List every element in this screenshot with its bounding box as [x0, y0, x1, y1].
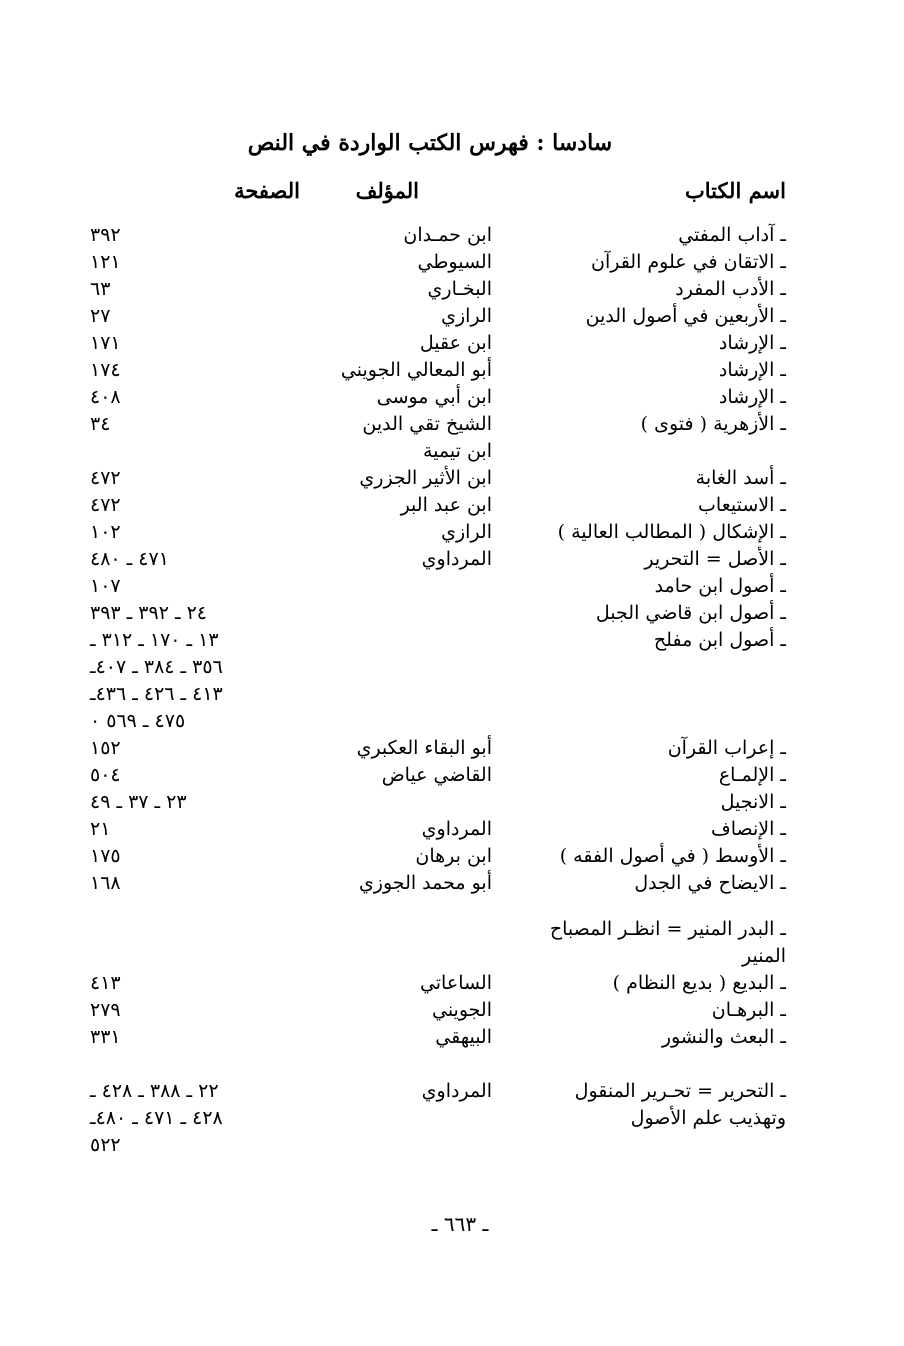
row-book: ـ الأدب المفرد	[675, 278, 786, 300]
row-book: ـ الأربعين في أصول الدين	[585, 305, 786, 327]
row-author: أبو محمد الجوزي	[358, 872, 492, 894]
row-book: ـ الاتقان في علوم القرآن	[590, 251, 786, 273]
row-book: ـ الاستيعاب	[698, 494, 786, 516]
row-book: ـ الأزهرية ( فتوى )	[640, 413, 786, 435]
row-book: ـ آداب المفتي	[678, 224, 786, 246]
row-book: ـ إعراب القرآن	[667, 737, 786, 759]
row-book: المنير	[741, 945, 786, 967]
row-author	[312, 1105, 492, 1132]
row-book: ـ التحرير = تحـرير المنقول	[574, 1080, 786, 1102]
row-page-ref: ١٢١	[90, 251, 121, 273]
row-book: ـ الإرشاد	[718, 359, 786, 381]
row-book	[486, 438, 786, 465]
row-book: ـ أسد الغابة	[695, 467, 786, 489]
row-book: ـ البرهـان	[711, 999, 786, 1021]
row-book: وتهذيب علم الأصول	[630, 1107, 786, 1129]
row-page-ref: ١٦٨	[90, 872, 121, 894]
row-author	[312, 600, 492, 627]
row-page-ref: ٢٢ ـ ٣٨٨ ـ ٤٢٨ ـ	[90, 1080, 219, 1102]
row-page-ref: ٤٧٢	[90, 494, 121, 516]
row-author	[312, 916, 492, 943]
row-book: ـ الانجيل	[720, 791, 786, 813]
row-page-ref: ٢٧	[90, 305, 111, 327]
row-page-ref: ٤١٣ ـ ٤٢٦ ـ ٤٣٦ـ	[90, 683, 223, 705]
row-page-ref: ٤٧٢	[90, 467, 121, 489]
page-title: سادسا : فهرس الكتب الواردة في النص	[247, 130, 613, 156]
row-book: ـ الأصل = التحرير	[644, 548, 786, 570]
row-book: ـ الإنصاف	[711, 818, 786, 840]
header-author: المؤلف	[355, 178, 419, 203]
row-book: ـ أصول ابن حامد	[654, 575, 786, 597]
row-page-ref	[90, 438, 302, 465]
row-author: الجويني	[431, 999, 492, 1021]
row-author	[312, 789, 492, 816]
row-book: ـ البعث والنشور	[661, 1026, 786, 1048]
row-book	[486, 1132, 786, 1159]
row-book: ـ الإلمـاع	[718, 764, 786, 786]
row-author: ابن الأثير الجزري	[359, 467, 492, 489]
row-author: أبو البقاء العكبري	[356, 737, 492, 759]
row-author: الشيخ تقي الدين	[362, 413, 492, 435]
row-author	[312, 573, 492, 600]
row-page-ref: ١٥٢	[90, 737, 121, 759]
row-book: ـ أصول ابن قاضي الجبل	[595, 602, 786, 624]
row-author: ابن أبي موسى	[376, 386, 492, 408]
row-page-ref	[90, 943, 302, 970]
row-page-ref: ٣٣١	[90, 1026, 121, 1048]
row-page-ref: ٤٠٨	[90, 386, 121, 408]
row-book: ـ الإشكال ( المطالب العالية )	[557, 521, 786, 543]
row-author: ابن عقيل	[419, 332, 492, 354]
row-page-ref: ٤١٣	[90, 972, 121, 994]
row-page-ref: ٥٢٢	[90, 1134, 121, 1156]
row-page-ref: ٤٧٥ ـ ٥٦٩ ٠	[90, 710, 186, 732]
row-author	[312, 681, 492, 708]
row-author: المرداوي	[421, 818, 492, 840]
row-author: الرازي	[441, 521, 492, 543]
row-page-ref: ٢٧٩	[90, 999, 121, 1021]
row-author: ابن حمـدان	[403, 224, 492, 246]
row-author	[312, 708, 492, 735]
row-page-ref: ١٠٢	[90, 521, 121, 543]
header-page: الصفحة	[234, 178, 300, 203]
row-page-ref: ٥٠٤	[90, 764, 121, 786]
row-page-ref: ١٠٧	[90, 575, 121, 597]
row-author	[312, 654, 492, 681]
row-author: السيوطي	[417, 251, 492, 273]
row-author: البيهقي	[435, 1026, 492, 1048]
row-page-ref: ٣٥٦ ـ ٣٨٤ ـ ٤٠٧ـ	[90, 656, 223, 678]
row-book: ـ أصول ابن مفلح	[653, 629, 786, 651]
row-book: ـ الأوسط ( في أصول الفقه )	[559, 845, 786, 867]
row-book	[486, 708, 786, 735]
row-page-ref: ١٧٥	[90, 845, 121, 867]
row-author: المرداوي	[421, 548, 492, 570]
row-page-ref: ٣٤	[90, 413, 111, 435]
row-book: ـ البدر المنير = انظـر المصباح	[549, 918, 786, 940]
row-author: الساعاتي	[419, 972, 492, 994]
row-page-ref: ٣٩٢	[90, 224, 121, 246]
row-book: ـ الإرشاد	[718, 332, 786, 354]
row-author: ابن تيمية	[423, 440, 492, 462]
page-number: ـ ٦٦٣ ـ	[431, 1212, 489, 1236]
row-author	[312, 1132, 492, 1159]
row-page-ref: ٤٧١ ـ ٤٨٠	[90, 548, 169, 570]
row-book: ـ الإرشاد	[718, 386, 786, 408]
row-author: المرداوي	[421, 1080, 492, 1102]
row-page-ref: ١٣ ـ ١٧٠ ـ ٣١٢ ـ	[90, 629, 219, 651]
row-author: أبو المعالي الجويني	[340, 359, 492, 381]
row-page-ref: ٦٣	[90, 278, 111, 300]
row-author: ابن عبد البر	[400, 494, 492, 516]
row-page-ref: ١٧٤	[90, 359, 121, 381]
header-book: اسم الكتاب	[684, 178, 786, 203]
row-page-ref: ٢٤ ـ ٣٩٢ ـ ٣٩٣	[90, 602, 207, 624]
row-book	[486, 681, 786, 708]
row-author: القاضي عياض	[381, 764, 492, 786]
row-book	[486, 654, 786, 681]
row-author: البخـاري	[427, 278, 492, 300]
row-page-ref: ٢١	[90, 818, 111, 840]
row-author: الرازي	[441, 305, 492, 327]
row-page-ref: ١٧١	[90, 332, 121, 354]
row-author: ابن برهان	[415, 845, 492, 867]
row-book: ـ الايضاح في الجدل	[634, 872, 786, 894]
row-author	[312, 627, 492, 654]
row-book: ـ البديع ( بديع النظام )	[612, 972, 786, 994]
row-page-ref: ٢٣ ـ ٣٧ ـ ٤٩	[90, 791, 187, 813]
row-author	[312, 943, 492, 970]
row-page-ref	[90, 916, 302, 943]
row-page-ref: ٤٢٨ ـ ٤٧١ ـ ٤٨٠ـ	[90, 1107, 223, 1129]
